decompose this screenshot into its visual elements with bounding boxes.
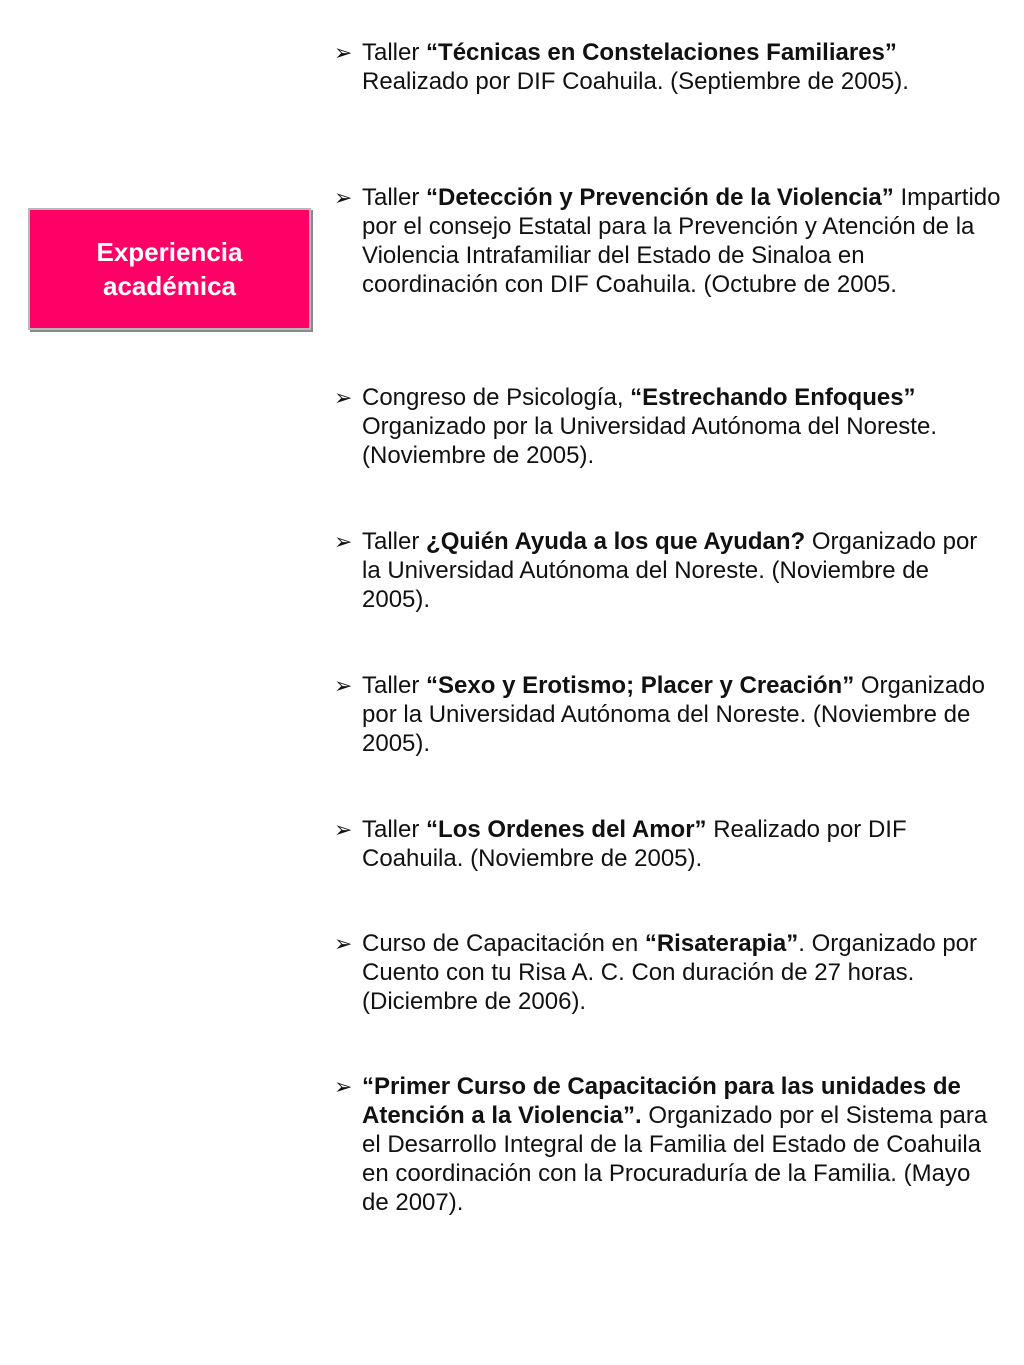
entry-detail: Organizado por el Sistema para el Desarrollo Integral de la Familia del Estado de Coahuila en coordinación con la Procuraduría de la Familia. (Mayo de 2007). xyxy=(362,1102,988,1216)
arrow-bullet-icon: ➢ xyxy=(334,185,353,210)
entry-text xyxy=(362,672,985,757)
list-item xyxy=(334,183,1002,299)
list-item xyxy=(334,929,1002,1016)
entry-detail: Taller xyxy=(362,672,427,699)
entry-text xyxy=(362,184,1001,298)
arrow-bullet-icon: ➢ xyxy=(334,529,353,554)
arrow-bullet-icon: ➢ xyxy=(334,931,353,956)
entry-detail: Realizado por DIF Coahuila. (Noviembre de 2005). xyxy=(362,816,907,872)
entry-detail: Organizado por la Universidad Autónoma del Noreste. (Noviembre de 2005). xyxy=(362,413,937,469)
entry-text xyxy=(362,39,909,95)
arrow-bullet-icon: ➢ xyxy=(334,1074,353,1099)
entry-detail: Organizado por la Universidad Autónoma del Noreste. (Noviembre de 2005). xyxy=(362,672,985,757)
list-item xyxy=(334,383,1002,470)
entry-title: “Técnicas en Constelaciones Familiares” xyxy=(426,39,897,66)
list-item xyxy=(334,38,1002,96)
entry-title: ¿Quién Ayuda a los que Ayudan? xyxy=(426,528,806,555)
entry-title: “Los Ordenes del Amor” xyxy=(426,816,707,843)
entry-detail: Taller xyxy=(362,816,427,843)
entry-detail: Taller xyxy=(362,528,427,555)
entry-text xyxy=(362,528,977,613)
entry-title: “Primer Curso de Capacitación para las unidades de Atención a la Violencia”. xyxy=(362,1073,961,1129)
entry-detail: Organizado por la Universidad Autónoma del Noreste. (Noviembre de 2005). xyxy=(362,528,978,613)
arrow-bullet-icon: ➢ xyxy=(334,40,353,65)
entry-detail: Taller xyxy=(362,39,427,66)
entry-text xyxy=(362,816,907,872)
entry-detail: Taller xyxy=(362,184,427,211)
list-item xyxy=(334,815,1002,873)
entry-detail: Congreso de Psicología, xyxy=(362,384,631,411)
entry-detail: Impartido por el consejo Estatal para la Prevención y Atención de la Violencia Intrafamiliar del Estado de Sinaloa en coordinación con DIF Coahuila. (Octubre de 2005. xyxy=(362,184,1001,298)
entry-title: “Risaterapia” xyxy=(644,930,799,957)
entry-text xyxy=(362,1073,987,1216)
entry-detail: Curso de Capacitación en xyxy=(362,930,645,957)
entry-text xyxy=(362,384,937,469)
list-item xyxy=(334,527,1002,614)
arrow-bullet-icon: ➢ xyxy=(334,817,353,842)
entry-detail: Realizado por DIF Coahuila. (Septiembre de 2005). xyxy=(362,68,909,95)
entry-text xyxy=(362,930,977,1015)
entry-title: “Detección y Prevención de la Violencia” xyxy=(426,184,894,211)
entry-title: “Sexo y Erotismo; Placer y Creación” xyxy=(426,672,855,699)
arrow-bullet-icon: ➢ xyxy=(334,385,353,410)
arrow-bullet-icon: ➢ xyxy=(334,673,353,698)
list-item xyxy=(334,1072,1002,1217)
list-item xyxy=(334,671,1002,758)
entry-title: “Estrechando Enfoques” xyxy=(630,384,916,411)
section-label: Experiencia académica xyxy=(96,237,243,301)
section-label-box xyxy=(28,208,311,330)
entry-detail: . Organizado por Cuento con tu Risa A. C. Con duración de 27 horas. (Diciembre de 2006). xyxy=(362,930,978,1015)
